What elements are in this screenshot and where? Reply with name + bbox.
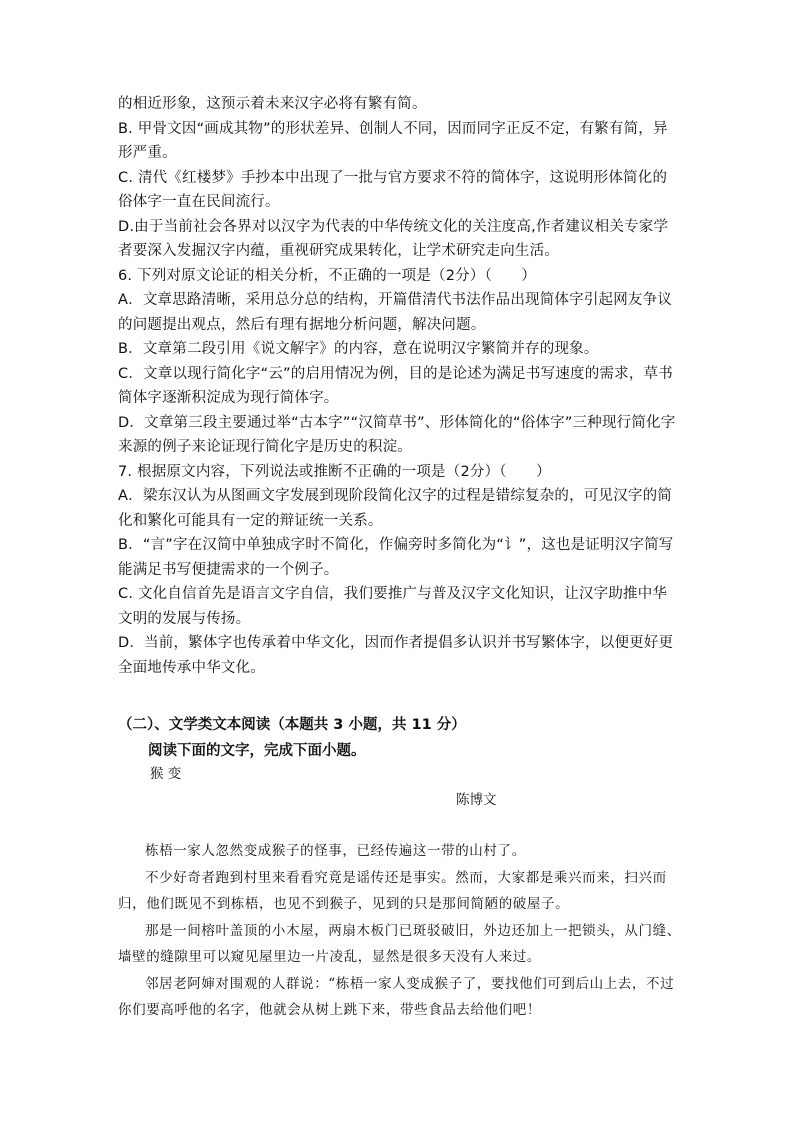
q6-option-a: A．文章思路清晰，采用总分总的结构，开篇借清代书法作品出现简体字引起网友争议的问题提出观点，然后有理有据地分析问题，解决问题。 xyxy=(118,292,673,333)
text-line: 的相近形象，这预示着未来汉字必将有繁有简。 xyxy=(118,96,427,112)
option-c-line: C. 清代《红楼梦》手抄本中出现了一批与官方要求不符的简体字，这说明形体简化的俗体字一直在民间流行。 xyxy=(118,169,668,210)
q7-option-d: D．当前，繁体字也传承着中华文化，因而作者提倡多认识并书写繁体字，以便更好更全面地传承中华文化。 xyxy=(118,635,674,676)
section-heading: （二）、文学类文本阅读（本题共 3 小题，共 11 分） xyxy=(118,717,466,733)
story-author: 陈博文 xyxy=(456,792,497,808)
q7-option-b: B．“言”字在汉简中单独成字时不简化，作偏旁时多简化为“讠”，这也是证明汉字简写能满足书写便捷需求的一个例子。 xyxy=(118,537,674,578)
option-b-line: B. 甲骨文因“画成其物”的形状差异、创制人不同，因而同字正反不定，有繁有简，异形严重。 xyxy=(118,120,668,161)
story-paragraph: 不少好奇者跑到村里来看看究竟是谣传还是事实。然而，大家都是乘兴而来，扫兴而归，他们既见不到栋梧，也见不到猴子，见到的只是那间简陋的破屋子。 xyxy=(118,869,667,912)
q7-option-a: A．梁东汉认为从图画文字发展到现阶段简化汉字的过程是错综复杂的，可见汉字的简化和繁化可能具有一定的辩证统一关系。 xyxy=(118,488,673,529)
option-d-line: D.由于当前社会各界对以汉字为代表的中华传统文化的关注度高,作者建议相关专家学者要深入发掘汉字内蕴，重视研究成果转化，让学术研究走向生活。 xyxy=(118,218,669,259)
q6-option-c: C．文章以现行简化字“云”的启用情况为例，目的是论述为满足书写速度的需求，草书简体字逐渐积淀成为现行简体字。 xyxy=(118,365,673,406)
q7-option-c: C. 文化自信首先是语言文字自信，我们要推广与普及汉字文化知识，让汉字助推中华文明的发展与传扬。 xyxy=(118,586,668,627)
story-paragraph: 那是一间榕叶盖顶的小木屋，两扇木板门已斑驳破旧，外边还加上一把锁头，从门缝、墙壁的缝隙里可以窥见屋里边一片凌乱，显然是很多天没有人来过。 xyxy=(118,922,681,965)
story-title: 猴 变 xyxy=(150,766,182,782)
question-6: 6. 下列对原文论证的相关分析，不正确的一项是（2分）（ ） xyxy=(118,267,537,284)
q6-option-b: B．文章第二段引用《说文解字》的内容，意在说明汉字繁简并存的现象。 xyxy=(118,341,599,357)
story-paragraph: 栋梧一家人忽然变成猴子的怪事，已经传遍这一带的山村了。 xyxy=(145,843,526,859)
question-7: 7. 根据原文内容，下列说法或推断不正确的一项是（2分）（ ） xyxy=(118,463,551,480)
q6-option-d: D．文章第三段主要通过举“古本字”“汉简草书”、形体简化的“俗体字”三种现行简化字来源的例子来论证现行简化字是历史的积淀。 xyxy=(118,414,676,455)
story-paragraph: 邻居老阿婶对围观的人群说：“栋梧一家人变成猴子了，要找他们可到后山上去，不过你们要高呼他的名字，他就会从树上跳下来，带些食品去给他们吧！ xyxy=(118,975,675,1018)
questions-block xyxy=(118,92,678,680)
section-instruction: 阅读下面的文字，完成下面小题。 xyxy=(148,743,366,759)
story-body xyxy=(118,838,688,1024)
